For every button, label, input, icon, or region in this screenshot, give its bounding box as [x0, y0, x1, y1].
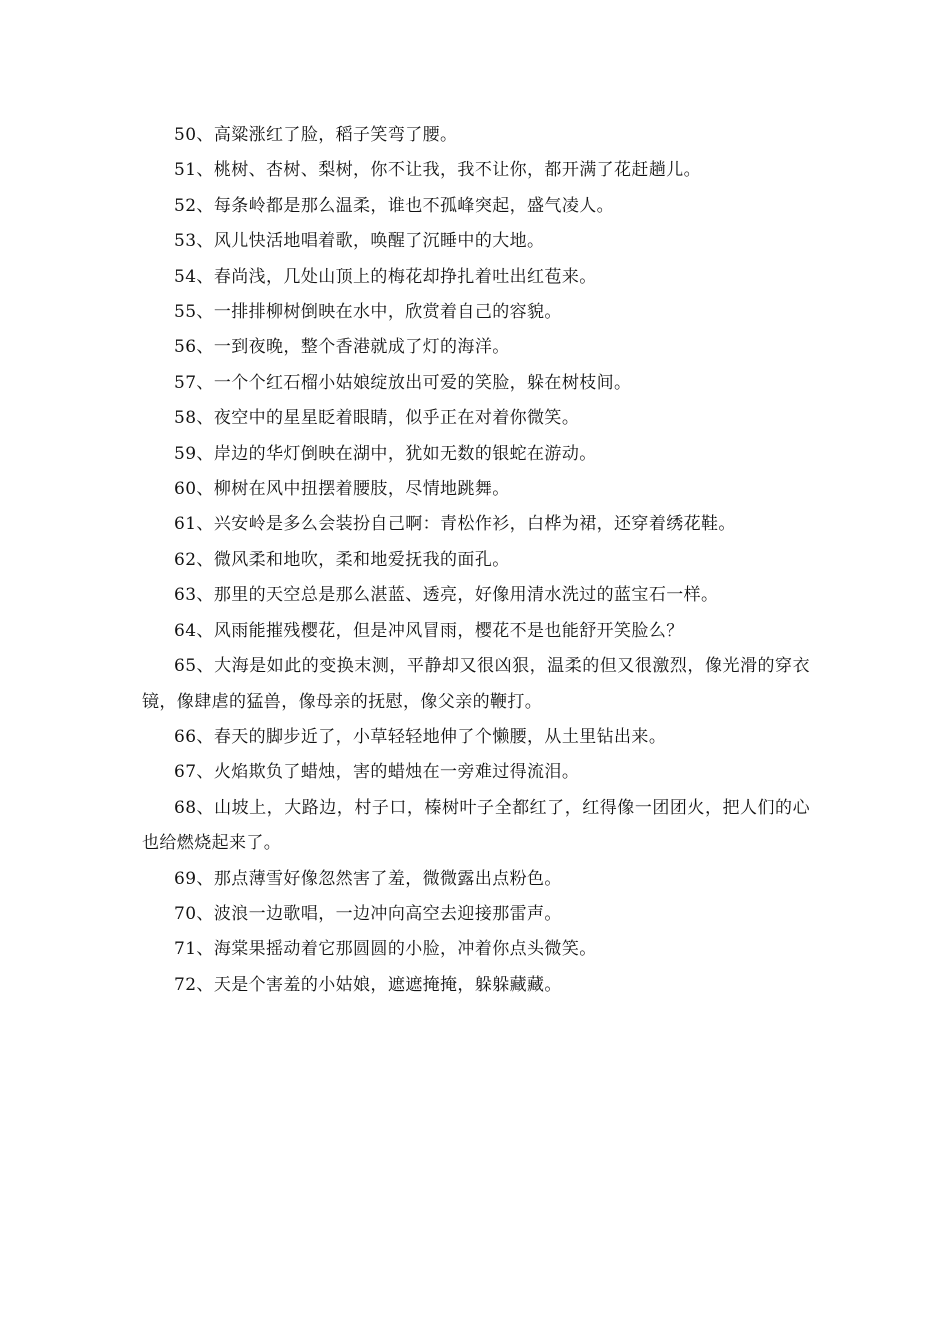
paragraph-68: 68、山坡上，大路边，村子口，榛树叶子全都红了，红得像一团团火，把人们的心也给燃烧起来了。 — [142, 797, 810, 854]
paragraph-61: 61、兴安岭是多么会装扮自己啊：青松作衫，白桦为裙，还穿着绣花鞋。 — [174, 514, 736, 535]
paragraph-71: 71、海棠果摇动着它那圆圆的小脸，冲着你点头微笑。 — [174, 939, 597, 960]
paragraph-60: 60、柳树在风中扭摆着腰肢，尽情地跳舞。 — [174, 479, 510, 500]
paragraph-52: 52、每条岭都是那么温柔，谁也不孤峰突起，盛气凌人。 — [174, 195, 615, 216]
paragraph-51: 51、桃树、杏树、梨树，你不让我，我不让你，都开满了花赶趟儿。 — [174, 160, 702, 181]
paragraph-64: 64、风雨能摧残樱花，但是冲风冒雨，樱花不是也能舒开笑脸么？ — [174, 620, 684, 641]
paragraph-54: 54、春尚浅，几处山顶上的梅花却挣扎着吐出红苞来。 — [174, 266, 597, 287]
paragraph-65: 65、大海是如此的变换末测，平静却又很凶狠，温柔的但又很激烈，像光滑的穿衣镜，像肆虐的猛兽，像母亲的抚慰，像父亲的鞭打。 — [142, 656, 810, 712]
paragraph-63: 63、那里的天空总是那么湛蓝、透亮，好像用清水洗过的蓝宝石一样。 — [174, 585, 719, 606]
paragraph-55: 55、一排排柳树倒映在水中，欣赏着自己的容貌。 — [174, 302, 562, 323]
paragraph-57: 57、一个个红石榴小姑娘绽放出可爱的笑脸，躲在树枝间。 — [174, 372, 632, 393]
paragraph-50: 50、高粱涨红了脸，稻子笑弯了腰。 — [174, 125, 458, 145]
paragraph-69: 69、那点薄雪好像忽然害了羞，微微露出点粉色。 — [174, 868, 562, 889]
paragraph-53: 53、风儿快活地唱着歌，唤醒了沉睡中的大地。 — [174, 231, 545, 252]
paragraph-59: 59、岸边的华灯倒映在湖中，犹如无数的银蛇在游动。 — [174, 443, 597, 464]
paragraph-72: 72、天是个害羞的小姑娘，遮遮掩掩，躲躲藏藏。 — [174, 974, 562, 995]
paragraph-56: 56、一到夜晚，整个香港就成了灯的海洋。 — [174, 337, 510, 358]
document-body — [142, 118, 810, 1003]
paragraph-62: 62、微风柔和地吹，柔和地爱抚我的面孔。 — [174, 549, 510, 570]
paragraph-58: 58、夜空中的星星眨着眼睛，似乎正在对着你微笑。 — [174, 408, 580, 429]
paragraph-70: 70、波浪一边歌唱，一边冲向高空去迎接那雷声。 — [174, 903, 562, 924]
paragraph-67: 67、火焰欺负了蜡烛，害的蜡烛在一旁难过得流泪。 — [174, 762, 580, 783]
paragraph-66: 66、春天的脚步近了，小草轻轻地伸了个懒腰，从土里钻出来。 — [174, 726, 667, 747]
